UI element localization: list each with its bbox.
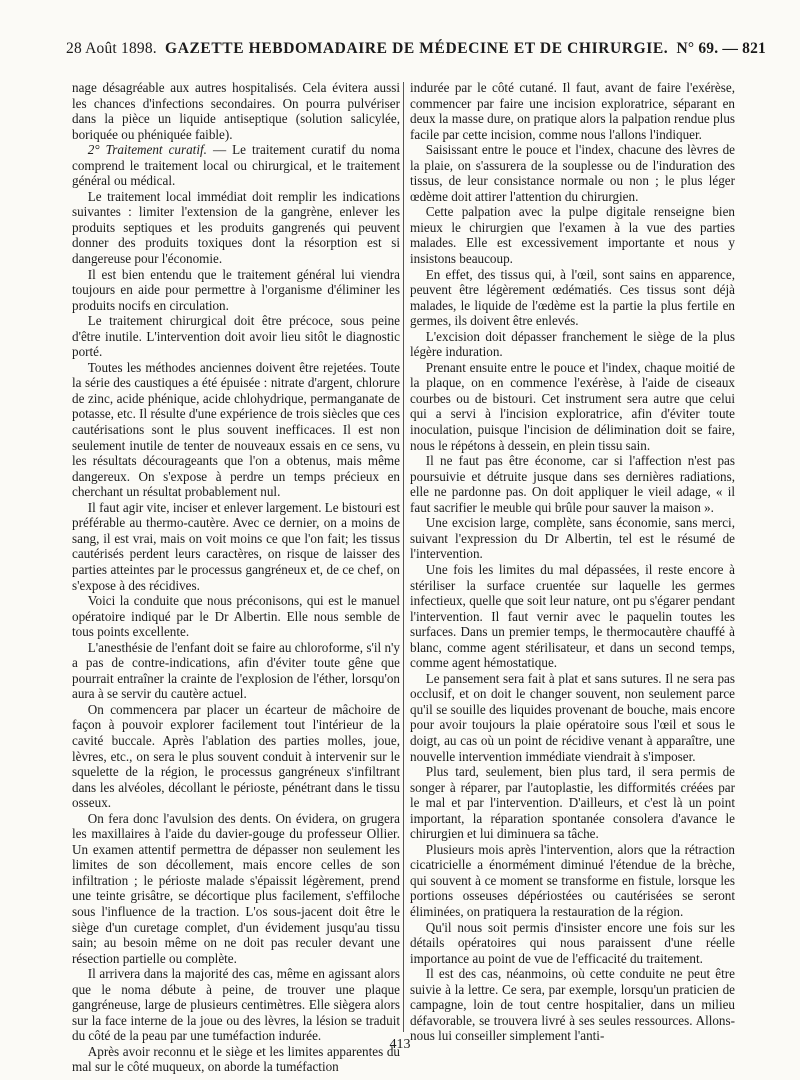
paragraph: Il arrivera dans la majorité des cas, même en agissant alors que le noma débute à peine, de trouver une plaque gangréneuse, large de plusieurs centimètres. Elle siègera alors sur la face interne de la joue ou des lèvres, la lésion se traduit du côté de la peau par une tuméfaction indurée. (72, 966, 400, 1044)
paragraph: On commencera par placer un écarteur de mâchoire de façon à pouvoir explorer facilement tout l'intérieur de la cavité buccale. Après l'ablation des parties molles, joue, lèvres, etc., on sera le plus souvent conduit à intervenir sur le squelette de la région, le processus gangréneux s'infiltrant dans les alvéoles, décollant le périoste, pénétrant dans le tissu osseux. (72, 701, 400, 811)
paragraph: Le pansement sera fait à plat et sans sutures. Il ne sera pas occlusif, et on doit le changer souvent, non seulement parce qu'il se souille des liquides provenant de bouche, mais encore pour avoir toujours la plaie opératoire sous l'œil et sous le doigt, au cas où un point de récidive venant à apparaître, une nouvelle intervention immédiate viendrait à s'imposer. (410, 670, 735, 764)
paragraph: Une fois les limites du mal dépassées, il reste encore à stériliser la surface cruentée sur laquelle les germes infectieux, quelle que soit leur nature, ont pu s'égarer pendant l'intervention. Il faut vernir avec le paquelin toutes les surfaces. Dans un premier temps, le thermocautère chauffé à blanc, comme agent stérilisateur, et dans un second temps, comme agent hémostatique. (410, 561, 735, 671)
paragraph: Saisissant entre le pouce et l'index, chacune des lèvres de la plaie, on s'assurera de la souplesse ou de l'induration des tissus, de leur consistance normale ou non ; le plus léger œdème doit attirer l'attention du chirurgien. (410, 142, 735, 204)
paragraph (72, 142, 400, 189)
paragraph: Plus tard, seulement, bien plus tard, il sera permis de songer à réparer, par l'autoplastie, les difformités créées par le mal et par l'intervention. D'ailleurs, et c'est là un point important, la réparation spontanée consolera d'avance le chirurgien et lui diminuera sa tâche. (410, 764, 735, 842)
paragraph: Il faut agir vite, inciser et enlever largement. Le bistouri est préférable au thermo-cautère. Avec ce dernier, on a moins de sang, il est vrai, mais on voit moins ce que l'on fait; les tissus cautérisés perdent leurs caractères, on risque de laisser des parties atteintes par le processus gangréneux et, de ce chef, on s'expose à des récidives. (72, 499, 400, 593)
paragraph: L'excision doit dépasser franchement le siège de la plus légère induration. (410, 328, 735, 360)
paragraph: Le traitement chirurgical doit être précoce, sous peine d'être inutile. L'intervention doit avoir lieu sitôt le diagnostic porté. (72, 313, 400, 360)
right-column (410, 80, 735, 1044)
paragraph: Toutes les méthodes anciennes doivent être rejetées. Toute la série des caustiques a été épuisée : nitrate d'argent, chlorure de zinc, acide phénique, acide chlohydrique, permanganate de potasse, etc. Il résulte d'une expérience de trois siècles que ces cautérisations sont le plus souvent inefficaces. Il est non seulement inutile de tenter de nouveaux essais en ce sens, vu les résultats décourageants que l'on a obtenus, mais même dangereux. On s'expose à perdre un temps précieux en cherchant un résultat probablement nul. (72, 359, 400, 500)
section-label: 2° Traitement curatif. (87, 142, 207, 158)
paragraph: nage désagréable aux autres hospitalisés. Cela évitera aussi les chances d'infections secondaires. On pourra pulvériser dans la pièce un liquide antiseptique (solution salicylée, boriquée ou phéniquée faible). (72, 80, 400, 142)
paragraph: Voici la conduite que nous préconisons, qui est le manuel opératoire indiqué par le Dr Albertin. Elle nous semble de tous points excellente. (72, 593, 400, 640)
column-divider (403, 82, 404, 1032)
header-date: 28 Août 1898. (66, 40, 157, 57)
paragraph: indurée par le côté cutané. Il faut, avant de faire l'exérèse, commencer par faire une incision exploratrice, séparant en deux la masse dure, on pratique alors la palpation rendue plus facile par cette incision, comme nous l'allons l'indiquer. (410, 80, 735, 142)
header-issue-page: N° 69. — 821 (676, 40, 766, 57)
paragraph: Il est bien entendu que le traitement général lui viendra toujours en aide pour permettre à l'organisme d'éliminer les produits nocifs en circulation. (72, 266, 400, 313)
paragraph: Cette palpation avec la pulpe digitale renseigne bien mieux le chirurgien que l'examen à la vue des parties malades. Elle est excessivement importante et nous y insistons beaucoup. (410, 204, 735, 267)
paragraph: Plusieurs mois après l'intervention, alors que la rétraction cicatricielle a énormément diminué l'étendue de la brèche, qui souvent à ce moment se transforme en fistule, lorsque les portions osseuses dépériostées ou cautérisées se seront éliminées, on pratiquera la restauration de la région. (410, 841, 735, 919)
paragraph: On fera donc l'avulsion des dents. On évidera, on grugera les maxillaires à l'aide du davier-gouge du professeur Ollier. Un examen attentif permettra de dépasser non seulement les limites de son décollement, mais encore celles de son infiltration ; le périoste malade s'épaissit légèrement, prend une teinte grisâtre, se décortique plus facilement, s'effiloche sous l'influence de la traction. L'os sous-jacent doit être le siège d'un curetage complet, d'un évidement jusqu'au tissu sain; au besoin même on ne doit pas reculer devant une résection partielle ou complète. (72, 810, 400, 966)
journal-title: GAZETTE HEBDOMADAIRE DE MÉDECINE ET DE CHIRURGIE. (165, 40, 669, 57)
paragraph: Qu'il nous soit permis d'insister encore une fois sur les détails opératoires qui nous paraissent d'une réelle importance au point de vue de l'efficacité du traitement. (410, 919, 735, 966)
paragraph: Prenant ensuite entre le pouce et l'index, chaque moitié de la plaque, on en commence l'exérèse, à l'aide de ciseaux courbes ou de bistouri. Cet instrument sera autre que celui qui a servi à l'incision exploratrice, afin d'éviter toute inoculation, puisque l'incision de délimination doit se faire, nous le répétons à dessein, en plein tissu sain. (410, 359, 735, 453)
paragraph: Le traitement local immédiat doit remplir les indications suivantes : limiter l'extension de la gangrène, enlever les produits septiques et les produits gangrenés qui peuvent donner des produits toxiques dont la résorption est si dangereuse pour l'économie. (72, 188, 400, 267)
paragraph: Il ne faut pas être économe, car si l'affection n'est pas poursuivie et détruite jusque dans ses dernières radiations, elle ne pardonne pas. On doit appliquer le vieil adage, « il faut sacrifier le meuble qui brûle pour sauver la maison ». (410, 453, 735, 515)
paragraph: Après avoir reconnu et le siège et les limites apparentes du mal sur le côté muqueux, on aborde la tuméfaction (72, 1043, 400, 1075)
paragraph: Une excision large, complète, sans économie, sans merci, suivant l'expression du Dr Albertin, tel est le résumé de l'intervention. (410, 515, 735, 562)
paragraph: En effet, des tissus qui, à l'œil, sont sains en apparence, peuvent être légèrement œdématiés. Ces tissus sont déjà malades, le liquide de l'œdème est la partie la plus fertile en germes, ils doivent être enlevés. (410, 266, 735, 329)
running-header (66, 40, 766, 62)
paragraph-text: — Le traitement curatif du noma comprend le traitement local ou chirurgical, et le traitement général ou médical. (72, 142, 400, 189)
paragraph: L'anesthésie de l'enfant doit se faire au chloroforme, s'il n'y a pas de contre-indications, afin d'éviter toute gêne que pourrait entraîner la crainte de l'explosion de l'éther, lorsqu'on aura à se servir du cautère actuel. (72, 639, 400, 702)
paragraph: Il est des cas, néanmoins, où cette conduite ne peut être suivie à la lettre. Ce sera, par exemple, lorsqu'un praticien de campagne, loin de tout centre hospitalier, dans un milieu défavorable, se trouvera livré à ses seules ressources. Allons-nous lui conseiller simplement l'anti- (410, 966, 735, 1044)
left-column (72, 80, 400, 1075)
page-number: 413 (389, 1037, 411, 1052)
